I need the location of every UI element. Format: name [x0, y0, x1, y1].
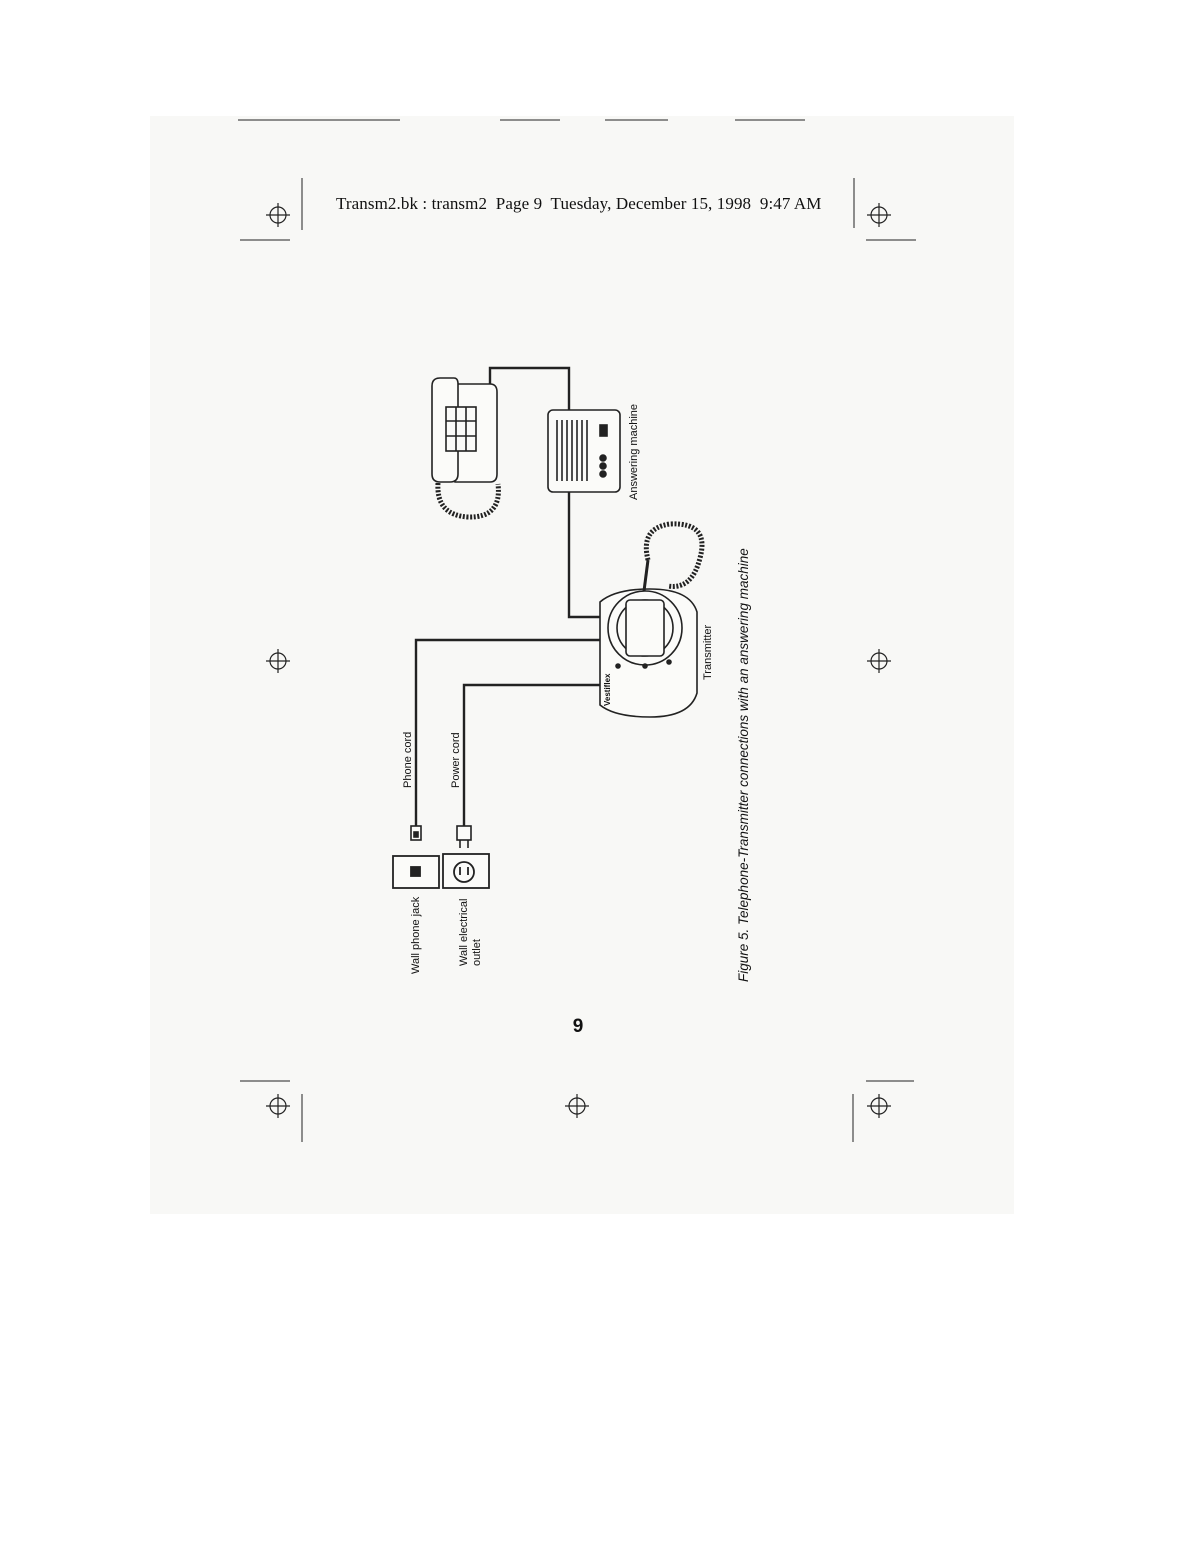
- transmitter-icon: [600, 524, 702, 717]
- outlet-icon: [443, 854, 489, 888]
- answering-machine-label: Answering machine: [628, 404, 640, 500]
- figure-caption: Figure 5. Telephone-Transmitter connections with an answering machine: [736, 548, 751, 982]
- registration-mark-icon: [867, 1094, 891, 1118]
- registration-mark-icon: [266, 649, 290, 673]
- wall-outlet-label-line2: outlet: [471, 939, 483, 966]
- power-cord-line: [464, 685, 600, 826]
- registration-mark-icon: [565, 1094, 589, 1118]
- page-number: 9: [572, 1016, 584, 1037]
- transmitter-label: Transmitter: [702, 624, 714, 680]
- phone-cord-label: Phone cord: [402, 731, 414, 788]
- registration-mark-icon: [266, 1094, 290, 1118]
- answering-to-transmitter-cord: [569, 492, 602, 617]
- answering-machine-icon: [548, 410, 620, 492]
- phone-to-answering-cord: [490, 368, 569, 410]
- wall-phone-jack-label: Wall phone jack: [410, 896, 422, 974]
- crop-marks: [238, 120, 916, 1142]
- telephone-icon: [432, 378, 498, 517]
- registration-mark-icon: [867, 649, 891, 673]
- wall-jack-icon: [393, 856, 439, 888]
- registration-mark-icon: [266, 203, 290, 227]
- power-cord-label: Power cord: [450, 732, 462, 788]
- wall-outlet-label-line1: Wall electrical: [458, 898, 470, 966]
- plug-icon: [411, 826, 421, 840]
- running-head: Transm2.bk : transm2 Page 9 Tuesday, December 15, 1998 9:47 AM: [336, 194, 822, 213]
- brand-label: Vestiflex: [603, 673, 612, 706]
- phone-cord-line: [416, 640, 600, 826]
- plug-icon: [457, 826, 471, 848]
- registration-mark-icon: [867, 203, 891, 227]
